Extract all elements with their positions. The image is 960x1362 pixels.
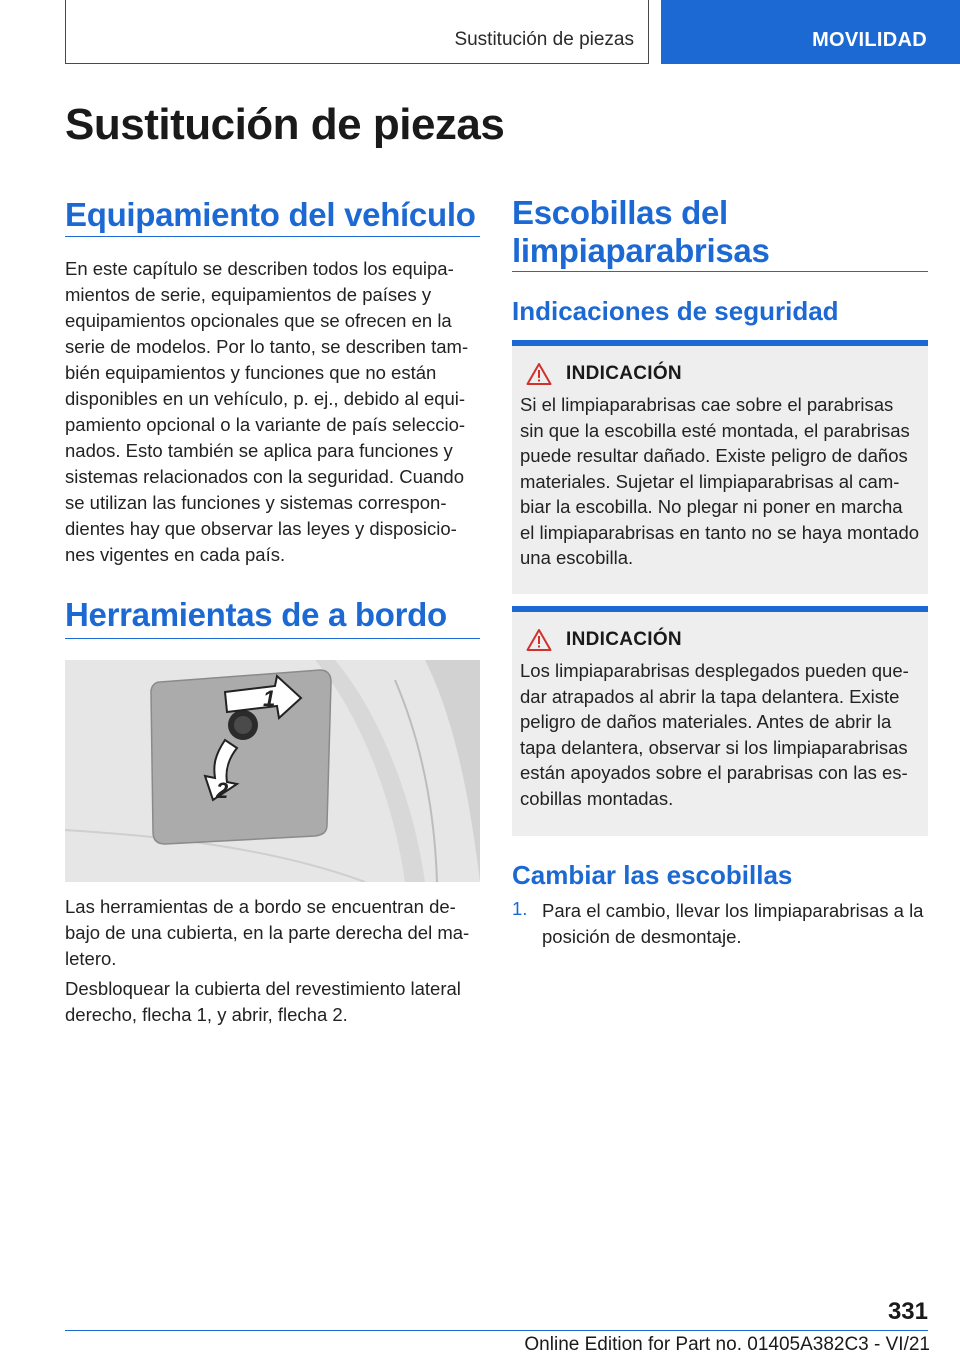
safety-notice-1 [512, 340, 928, 594]
notice-header [526, 628, 920, 652]
header-chapter-tab[interactable] [661, 0, 960, 64]
warning-icon [526, 628, 552, 652]
header-section-text: Sustitución de piezas [454, 29, 634, 50]
arrow-2-label: 2 [216, 778, 229, 803]
footer-rule [65, 1330, 928, 1331]
paragraph-herramientas-2: Desbloquear la cubierta del revestimiento lateral derecho, flecha 1, y abrir, flecha 2. [65, 978, 461, 1025]
header-tab-text: MOVILIDAD [812, 29, 927, 51]
step-1 [512, 898, 928, 950]
tool-compartment-svg [65, 660, 480, 882]
notice-text: Los limpiaparabrisas desplegados pueden quedar atrapados al abrir la tapa delantera. Existe peligro de daños materiales. Antes de abrir la tapa delantera, observar si los limpiaparabrisas están apoyados sobre el parabrisas con las escobillas montadas. [520, 660, 909, 809]
page-number: 331 [887, 1298, 928, 1325]
notice-text: Si el limpiaparabrisas cae sobre el parabrisas sin que la escobilla esté montada, el parabrisas puede resultar dañado. Existe peligro de daños materiales. Sujetar el limpiaparabrisas al cambiar la escobilla. No plegar ni poner en marcha el limpiaparabrisas en tanto no se haya montado una escobilla. [520, 394, 920, 568]
safety-notice-2 [512, 606, 928, 836]
heading-cambiar-escobillas: Cambiar las escobillas [512, 860, 793, 890]
tool-compartment-illustration [65, 660, 480, 882]
arrow-1-label: 1 [263, 686, 276, 711]
notice-label: INDICACIÓN [566, 629, 682, 650]
heading-rule [65, 638, 480, 639]
page-title: Sustitución de piezas [65, 100, 505, 149]
heading-rule [65, 236, 480, 237]
paragraph-equipamiento: En este capítulo se describen todos los equipamientos de serie, equipamientos de países y equipamientos opcionales que se ofrecen en la serie de modelos. Por lo tanto, se describen también equipamientos y funciones que no están disponibles en un vehículo, p. ej., debido al equipamiento opcional o la variante de país seleccionados. Esto también se aplica para funciones y sistemas relacionados con la seguridad. Cuando se utilizan las funciones y sistemas correspondientes hay que observar las leyes y disposiciones vigentes en cada país. [65, 258, 469, 565]
heading-escobillas: Escobillas del limpiaparabrisas [512, 194, 770, 269]
footer-edition: Online Edition for Part no. 01405A382C3 - VI/21 [524, 1334, 930, 1355]
step-text: Para el cambio, llevar los limpiaparabrisas a la posición de desmontaje. [542, 900, 924, 947]
notice-label: INDICACIÓN [566, 363, 682, 384]
heading-herramientas: Herramientas de a bordo [65, 596, 447, 633]
header-section-title [65, 0, 649, 64]
notice-header [526, 362, 920, 386]
step-number: 1. [512, 898, 528, 919]
heading-indicaciones-seguridad: Indicaciones de seguridad [512, 296, 839, 326]
heading-equipamiento: Equipamiento del vehículo [65, 196, 476, 233]
heading-rule [512, 271, 928, 272]
paragraph-herramientas-1: Las herramientas de a bordo se encuentran debajo de una cubierta, en la parte derecha del maletero. [65, 896, 470, 969]
warning-icon [526, 362, 552, 386]
